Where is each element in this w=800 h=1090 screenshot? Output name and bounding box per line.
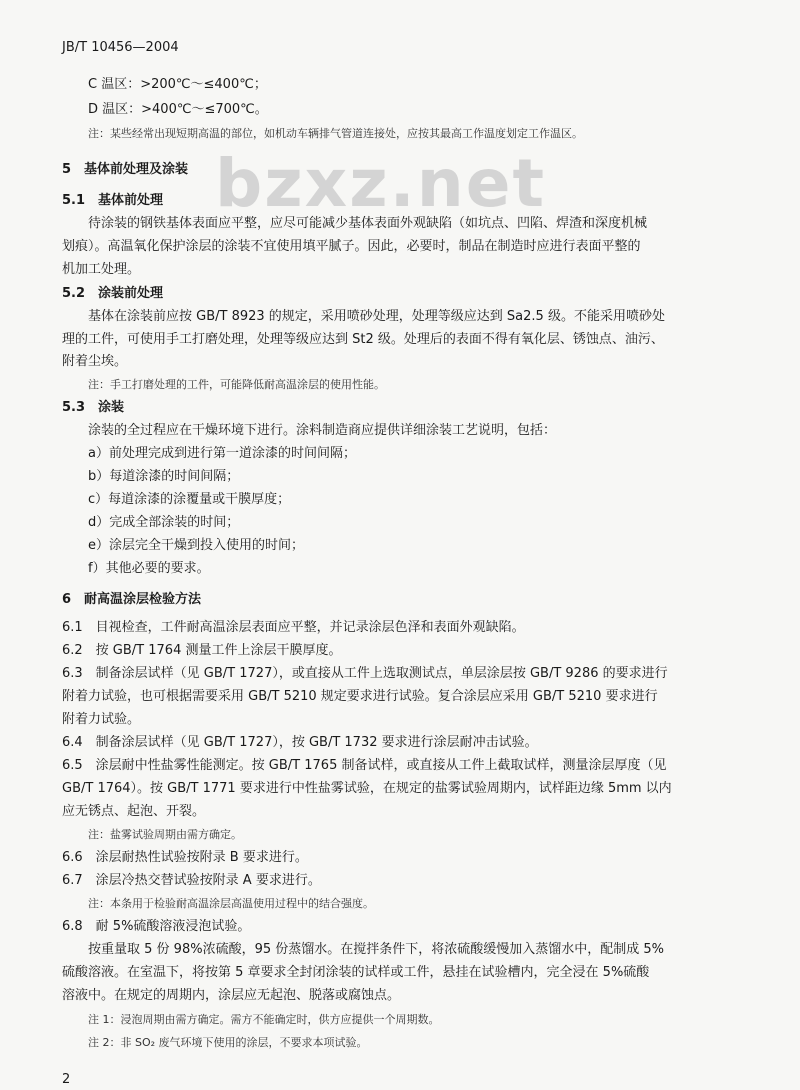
text-line: 6.5 涂层耐中性盐雾性能测定。按 GB/T 1765 制备试样，或直接从工件上截取试样，测量涂层厚度（见: [62, 758, 667, 773]
note: 注 1：浸泡周期由需方确定。需方不能确定时，供方应提供一个周期数。: [88, 1013, 440, 1026]
text-line: 附着力试验。: [62, 712, 141, 727]
text-line: 6.2 按 GB/T 1764 测量工件上涂层干膜厚度。: [62, 643, 342, 658]
text-line: 按重量取 5 份 98%浓硫酸，95 份蒸馏水。在搅拌条件下，将浓硫酸缓慢加入蒸馏水中，配制成 5%: [88, 942, 664, 957]
text-line: 6.8 耐 5%硫酸溶液浸泡试验。: [62, 919, 251, 934]
list-item: e）涂层完全干燥到投入使用的时间；: [88, 538, 304, 553]
text-line: 6.3 制备涂层试样（见 GB/T 1727），或直接从工件上选取测试点，单层涂层按 GB/T 9286 的要求进行: [62, 666, 668, 681]
text-line: 溶液中。在规定的周期内，涂层应无起泡、脱落或腐蚀点。: [62, 988, 401, 1003]
text-line: 待涂装的钢铁基体表面应平整，应尽可能减少基体表面外观缺陷（如坑点、凹陷、焊渣和深度机械: [88, 216, 648, 231]
text-line: 应无锈点、起泡、开裂。: [62, 804, 206, 819]
section-heading: 5 基体前处理及涂装: [62, 162, 189, 177]
watermark: bzxz.net: [215, 145, 547, 222]
text-line: C 温区：>200℃～≤400℃；: [88, 77, 267, 92]
text-line: 6.6 涂层耐热性试验按附录 B 要求进行。: [62, 850, 308, 865]
section-heading: 6 耐高温涂层检验方法: [62, 592, 202, 607]
note: 注：本条用于检验耐高温涂层高温使用过程中的结合强度。: [88, 897, 374, 910]
note: 注：盐雾试验周期由需方确定。: [88, 828, 242, 841]
text-line: 6.7 涂层冷热交替试验按附录 A 要求进行。: [62, 873, 321, 888]
text-line: 硫酸溶液。在室温下，将按第 5 章要求全封闭涂装的试样或工件，悬挂在试验槽内，完全浸在 5%硫酸: [62, 965, 650, 980]
list-item: a）前处理完成到进行第一道涂漆的时间间隔；: [88, 446, 356, 461]
page-number: 2: [62, 1072, 71, 1087]
text-line: 理的工件，可使用手工打磨处理，处理等级应达到 St2 级。处理后的表面不得有氧化层、锈蚀点、油污、: [62, 332, 664, 347]
text-line: 基体在涂装前应按 GB/T 8923 的规定，采用喷砂处理，处理等级应达到 Sa2.5 级。不能采用喷砂处: [88, 309, 665, 324]
text-line: 机加工处理。: [62, 262, 141, 277]
note: 注 2：非 SO₂ 废气环境下使用的涂层，不要求本项试验。: [88, 1036, 368, 1049]
text-line: 划痕）。高温氧化保护涂层的涂装不宜使用填平腻子。因此，必要时，制品在制造时应进行表面平整的: [62, 239, 641, 254]
note: 注：手工打磨处理的工件，可能降低耐高温涂层的使用性能。: [88, 378, 385, 391]
subsection-heading: 5.3 涂装: [62, 400, 125, 415]
text-line: 附着尘埃。: [62, 354, 128, 369]
list-item: c）每道涂漆的涂覆量或干膜厚度；: [88, 492, 291, 507]
note: 注：某些经常出现短期高温的部位，如机动车辆排气管道连接处，应按其最高工作温度划定工作温区。: [88, 127, 583, 140]
text-line: 涂装的全过程应在干燥环境下进行。涂料制造商应提供详细涂装工艺说明，包括：: [88, 423, 557, 438]
list-item: d）完成全部涂装的时间；: [88, 515, 240, 530]
document-header: JB/T 10456—2004: [62, 40, 179, 55]
text-line: 6.4 制备涂层试样（见 GB/T 1727），按 GB/T 1732 要求进行涂层耐冲击试验。: [62, 735, 538, 750]
list-item: b）每道涂漆的时间间隔；: [88, 469, 240, 484]
list-item: f）其他必要的要求。: [88, 561, 210, 576]
subsection-heading: 5.1 基体前处理: [62, 193, 164, 208]
text-line: 附着力试验，也可根据需要采用 GB/T 5210 规定要求进行试验。复合涂层应采用 GB/T 5210 要求进行: [62, 689, 658, 704]
subsection-heading: 5.2 涂装前处理: [62, 286, 164, 301]
text-line: D 温区：>400℃～≤700℃。: [88, 102, 268, 117]
text-line: 6.1 目视检查，工件耐高温涂层表面应平整，并记录涂层色泽和表面外观缺陷。: [62, 620, 525, 635]
text-line: GB/T 1764）。按 GB/T 1771 要求进行中性盐雾试验，在规定的盐雾试验周期内，试样距边缘 5mm 以内: [62, 781, 672, 796]
